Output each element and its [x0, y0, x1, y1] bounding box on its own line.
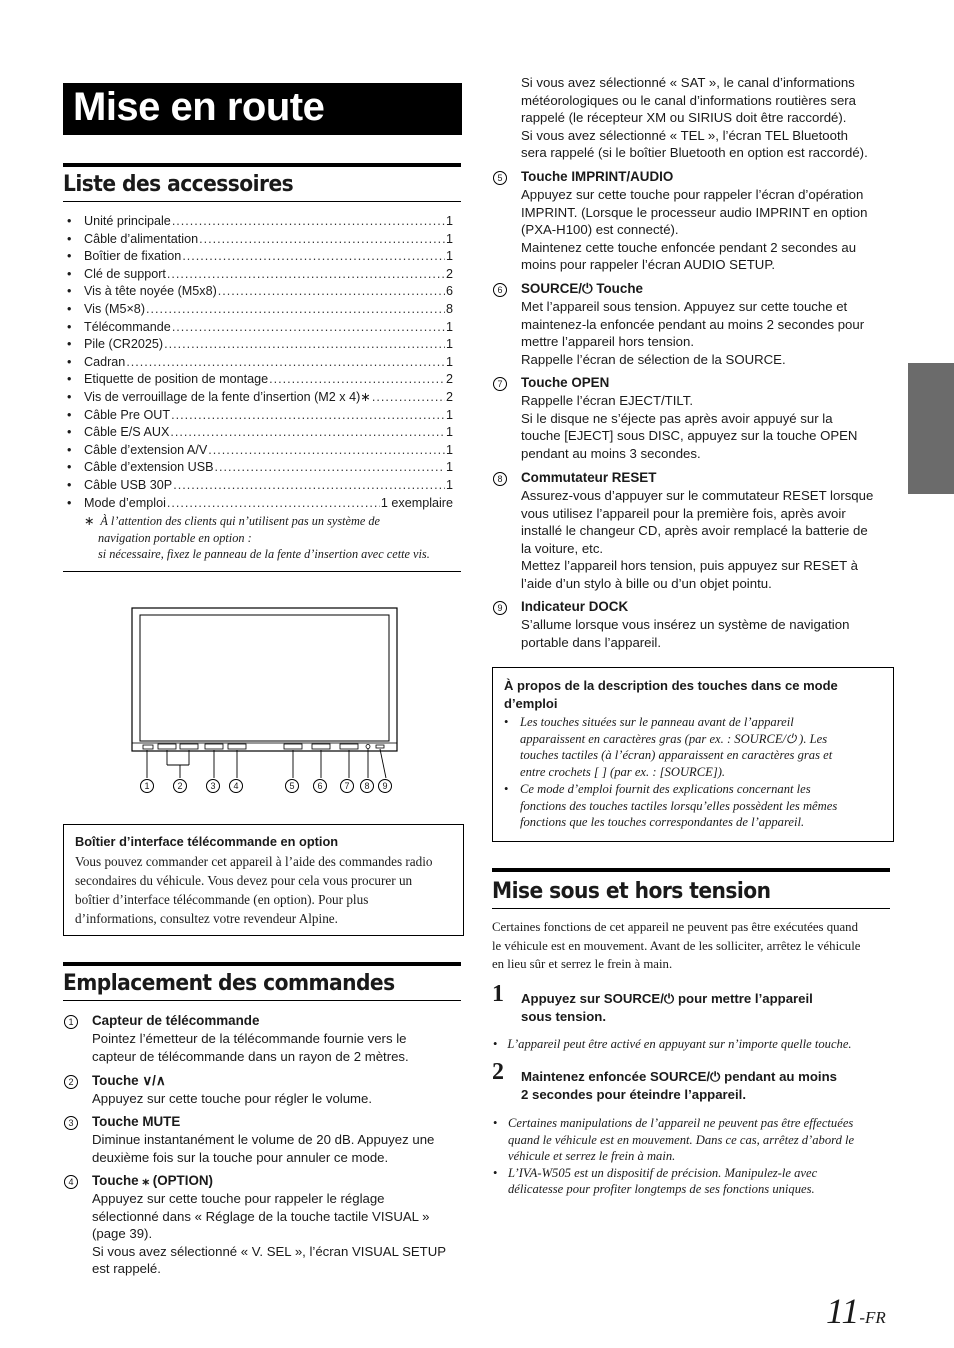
- accessories-list: [67, 213, 453, 512]
- accessories-note: ∗ À l’attention des clients qui n’utilisent pas un système de navigation portable en option : si nécessaire, fixez le panneau de la fente d’insertion avec cette vis.: [84, 514, 430, 561]
- accessory-qty: 1: [445, 442, 453, 457]
- accessory-qty: 1: [445, 214, 453, 228]
- accessory-name: Mode d’emploi: [84, 495, 166, 510]
- leader-dots: [372, 389, 445, 407]
- leader-dots: [215, 459, 445, 477]
- remote-box-title: Boîtier d’interface télécommande en option: [75, 834, 339, 849]
- page-number: 11-FR: [826, 1291, 886, 1331]
- device-callout-8: 8: [360, 779, 374, 793]
- device-callout-7: 7: [340, 779, 354, 793]
- bullet: •: [67, 266, 72, 281]
- power-heading-bar: [492, 868, 890, 909]
- control-4-continued: Si vous avez sélectionné « SAT », le canal d’informations météorologiques ou le canal d’informations routières sera rappelé (le récepteur XM ou SIRIUS doit être raccordé). Si vous avez sélectionné « TEL », l’écran TEL Bluetooth sera rappelé (si le boîtier Bluetooth en option est raccordé).: [521, 75, 868, 160]
- accessory-name: Cadran: [84, 354, 126, 369]
- control-desc-8: Assurez-vous d’appuyer sur le commutateur RESET lorsque vous utilisez l’appareil pour la première fois, après avoir installé le changeur CD, après avoir remplacé la batterie de la voiture, etc. Mettez l’appareil hors tension, puis appuyez sur RESET à l’aide d’un stylo à bille ou d’un objet pointu.: [521, 488, 874, 591]
- accessories-heading: Liste des accessoires: [63, 172, 294, 197]
- accessory-name: Unité principale: [84, 214, 171, 228]
- accessory-item: [67, 266, 453, 284]
- accessory-qty: 2: [445, 389, 453, 404]
- accessory-qty: 1: [445, 354, 453, 369]
- accessory-qty: 8: [445, 301, 453, 316]
- accessories-divider: [63, 571, 461, 572]
- accessory-item: [67, 407, 453, 425]
- control-title-1: Capteur de télécommande: [92, 1013, 260, 1028]
- leader-dots: [269, 371, 445, 389]
- control-desc-6: Met l’appareil sous tension. Appuyez sur cette touche et maintenez-la enfoncée pendant au moins 2 secondes pour mettre l’appareil hors tension. Rappelle l’écran de sélection de la SOURCE.: [521, 299, 865, 367]
- leader-dots: [146, 301, 445, 319]
- control-number-6: 6: [493, 283, 507, 297]
- accessory-qty: 1: [445, 407, 453, 422]
- accessory-item: [67, 319, 453, 337]
- leader-dots: [171, 407, 445, 425]
- controls-heading: Emplacement des commandes: [63, 971, 395, 996]
- bullet: •: [67, 214, 72, 228]
- accessory-item: [67, 477, 453, 495]
- accessory-name: Clé de support: [84, 266, 166, 281]
- accessory-item: [67, 248, 453, 266]
- leader-dots: [218, 283, 445, 301]
- bullet: •: [67, 460, 72, 475]
- control-desc-9: S’allume lorsque vous insérez un système de navigation portable dans l’appareil.: [521, 617, 850, 650]
- leader-dots: [208, 442, 445, 460]
- bullet: •: [67, 231, 72, 246]
- leader-dots: [167, 266, 445, 284]
- accessory-name: Pile (CR2025): [84, 337, 164, 352]
- about-descriptions-box: [492, 667, 894, 842]
- section-tab: [908, 363, 954, 494]
- bullet: •: [67, 301, 72, 316]
- leader-dots: [170, 424, 445, 442]
- device-callout-6: 6: [313, 779, 327, 793]
- accessory-item: [67, 301, 453, 319]
- step-2-number: 2: [492, 1059, 504, 1085]
- accessory-item: [67, 213, 453, 231]
- bullet: •: [67, 407, 72, 422]
- remote-interface-box: [63, 824, 464, 936]
- accessory-qty: 1: [445, 231, 453, 246]
- bullet: •: [67, 284, 72, 299]
- bullet: •: [67, 495, 72, 510]
- accessory-name: Vis (M5×8): [84, 301, 146, 316]
- accessory-name: Câble USB 30P: [84, 477, 173, 492]
- accessory-name: Vis à tête noyée (M5x8): [84, 284, 217, 299]
- bullet: •: [67, 442, 72, 457]
- device-front-panel-illustration: [120, 600, 410, 800]
- accessory-name: Câble d’alimentation: [84, 231, 199, 246]
- accessory-name: Vis de verrouillage de la fente d’insertion (M2 x 4)∗: [84, 389, 371, 404]
- control-title-2: Touche ∨/∧: [92, 1073, 166, 1088]
- accessory-name: Câble E/S AUX: [84, 425, 170, 440]
- control-number-9: 9: [493, 601, 507, 615]
- control-number-5: 5: [493, 171, 507, 185]
- leader-dots: [167, 495, 380, 513]
- control-number-2: 2: [64, 1075, 78, 1089]
- control-title-8: Commutateur RESET: [521, 470, 657, 485]
- leader-dots: [182, 248, 445, 266]
- accessory-qty: 1: [445, 319, 453, 334]
- bullet: •: [67, 389, 72, 404]
- page-title: Mise en route: [73, 85, 325, 129]
- control-title-7: Touche OPEN: [521, 375, 610, 390]
- step-2-text: Maintenez enfoncée SOURCE/⏻ pendant au moins 2 secondes pour éteindre l’appareil.: [521, 1069, 837, 1102]
- accessory-qty: 1: [445, 337, 453, 352]
- about-bullet-1: • Les touches situées sur le panneau avant de l’appareil apparaissent en caractères gras (par ex. : SOURCE/⏻ ). Les touches tactiles (à l’écran) apparaissent en caractères gras et entre crochets [ ] (par ex. : [SOURCE]).: [504, 715, 833, 779]
- remote-box-text: Vous pouvez commander cet appareil à l’aide des commandes radio secondaires du véhicule. Vous devez pour cela vous procurer un boîtier d’interface télécommande (en option). Pour plus d’informations, consultez votre revendeur Alpine.: [75, 854, 433, 926]
- control-number-8: 8: [493, 472, 507, 486]
- power-notes: • Certaines manipulations de l’appareil ne peuvent pas être effectuées quand le véhicule est en mouvement. Dans ce cas, arrêtez d’abord le véhicule et serrez le frein à main. • L’IVA-W505 est un dispositif de précision. Manipulez-le avec délicatesse pour profiter longtemps de ses fonctions uniques.: [493, 1116, 855, 1196]
- accessory-name: Télécommande: [84, 319, 171, 334]
- device-callout-3: 3: [206, 779, 220, 793]
- accessory-item: [67, 424, 453, 442]
- device-callout-9: 9: [378, 779, 392, 793]
- power-heading: Mise sous et hors tension: [492, 879, 771, 904]
- leader-dots: [126, 354, 445, 372]
- accessory-qty: 1: [445, 249, 453, 264]
- control-desc-1: Pointez l’émetteur de la télécommande fournie vers le capteur de télécommande dans un rayon de 2 mètres.: [92, 1031, 409, 1064]
- controls-heading-bar: [63, 962, 461, 1001]
- control-number-4: 4: [64, 1175, 78, 1189]
- accessory-item: [67, 442, 453, 460]
- accessory-item: [67, 354, 453, 372]
- control-title-9: Indicateur DOCK: [521, 599, 629, 614]
- device-callout-5: 5: [285, 779, 299, 793]
- leader-dots: [199, 231, 445, 249]
- bullet: •: [67, 337, 72, 352]
- accessory-qty: 1: [445, 460, 453, 475]
- device-callout-4: 4: [229, 779, 243, 793]
- control-number-3: 3: [64, 1116, 78, 1130]
- accessory-item: [67, 283, 453, 301]
- accessory-qty: 1: [445, 425, 453, 440]
- accessory-qty: 2: [445, 266, 453, 281]
- page-title-bar: [63, 83, 462, 135]
- accessory-name: Etiquette de position de montage: [84, 372, 269, 387]
- bullet: •: [67, 372, 72, 387]
- bullet: •: [67, 425, 72, 440]
- leader-dots: [172, 319, 445, 337]
- device-callout-2: 2: [173, 779, 187, 793]
- control-desc-2: Appuyez sur cette touche pour régler le volume.: [92, 1091, 373, 1106]
- control-desc-5: Appuyez sur cette touche pour rappeler l’écran d’opération IMPRINT. (Lorsque le processeur audio IMPRINT en option (PXA-H100) est connecté). Maintenez cette touche enfoncée pendant 2 secondes au moins pour rappeler l’écran AUDIO SETUP.: [521, 187, 868, 272]
- control-number-1: 1: [64, 1015, 78, 1029]
- leader-dots: [172, 213, 445, 231]
- accessory-item: [67, 495, 453, 513]
- about-box-title: À propos de la description des touches dans ce mode d’emploi: [504, 678, 838, 711]
- control-desc-7: Rappelle l’écran EJECT/TILT. Si le disque ne s’éjecte pas après avoir appuyé sur la touche [EJECT] sous DISC, appuyez sur la touche OPEN pendant au moins 3 secondes.: [521, 393, 858, 461]
- control-desc-3: Diminue instantanément le volume de 20 dB. Appuyez une deuxième fois sur la touche pour annuler ce mode.: [92, 1132, 435, 1165]
- accessory-qty: 1: [445, 477, 453, 492]
- control-title-6: SOURCE/⏻ Touche: [521, 281, 643, 296]
- control-title-4: Touche ⁎ (OPTION): [92, 1173, 214, 1188]
- control-title-3: Touche MUTE: [92, 1114, 181, 1129]
- bullet: •: [67, 249, 72, 264]
- accessory-item: [67, 231, 453, 249]
- accessory-qty: 2: [445, 372, 453, 387]
- accessory-name: Câble Pre OUT: [84, 407, 171, 422]
- bullet: •: [67, 354, 72, 369]
- step-1-number: 1: [492, 981, 504, 1007]
- control-title-5: Touche IMPRINT/AUDIO: [521, 169, 674, 184]
- step-1-text: Appuyez sur SOURCE/⏻ pour mettre l’appareil sous tension.: [521, 991, 813, 1024]
- accessory-item: [67, 459, 453, 477]
- leader-dots: [164, 336, 445, 354]
- leader-dots: [173, 477, 445, 495]
- accessory-item: [67, 336, 453, 354]
- accessory-name: Câble d’extension A/V: [84, 442, 208, 457]
- power-intro: Certaines fonctions de cet appareil ne peuvent pas être exécutées quand le véhicule est en mouvement. Avant de les solliciter, arrêtez le véhicule en lieu sûr et serrez le frein à main.: [492, 920, 861, 971]
- accessory-qty: 6: [445, 284, 453, 299]
- accessory-name: Câble d’extension USB: [84, 460, 214, 475]
- step-1-note: • L’appareil peut être activé en appuyant sur n’importe quelle touche.: [493, 1037, 852, 1051]
- accessory-name: Boîtier de fixation: [84, 249, 182, 264]
- accessory-qty: 1 exemplaire: [380, 495, 453, 510]
- bullet: •: [67, 319, 72, 334]
- accessory-item: [67, 371, 453, 389]
- control-number-7: 7: [493, 377, 507, 391]
- accessory-item: [67, 389, 453, 407]
- accessories-heading-bar: [63, 163, 461, 202]
- about-bullet-2: • Ce mode d’emploi fournit des explications concernant les fonctions des touches tactiles lorsqu’elles possèdent les mêmes fonctions que les touches correspondantes de l’appareil.: [504, 782, 838, 829]
- device-callout-1: 1: [140, 779, 154, 793]
- control-desc-4: Appuyez sur cette touche pour rappeler le réglage sélectionné dans « Réglage de la touche tactile VISUAL » (page 39). Si vous avez sélectionné « V. SEL », l’écran VISUAL SETUP est rappelé.: [92, 1191, 447, 1276]
- bullet: •: [67, 477, 72, 492]
